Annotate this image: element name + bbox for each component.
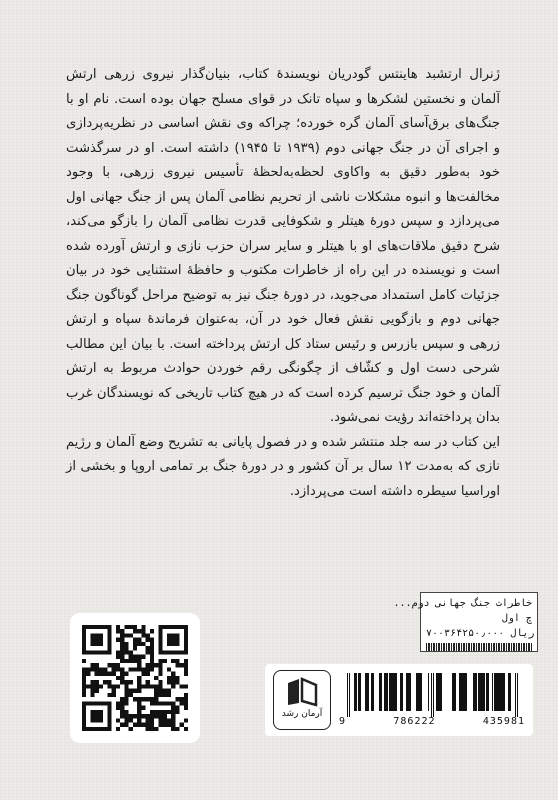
isbn-barcode-graphic (343, 673, 521, 717)
price-sticker-code: ۷۰۰۳۶۴ (426, 628, 463, 639)
qr-code-graphic (82, 625, 188, 731)
isbn-barcode (343, 673, 521, 717)
price-sticker (393, 592, 538, 652)
price-sticker-barcode (426, 643, 532, 651)
isbn-number (339, 716, 525, 727)
price-sticker-title: خاطرات جنگ جهانی دوم... (393, 598, 532, 609)
blurb-paragraph-2: این کتاب در سه جلد منتشر شده و در فصول پایانی به تشریح وضع آلمان و رژیم نازی که به‌مدت ۱۲ سال بر آن کشور و در دورهٔ جنگ بر تمامی اروپا و بخشی از اوراسیا سیطره داشته است می‌پردازد. (66, 434, 500, 499)
isbn-digits-prefix: 9 (339, 716, 347, 727)
cover-blurb (66, 63, 500, 504)
price-sticker-edition: چ اول (501, 613, 532, 624)
price-sticker-price: ۲۵۰٫۰۰۰ ریال (462, 628, 535, 639)
publisher-logo-icon (285, 677, 319, 707)
publisher-logo (273, 670, 331, 730)
isbn-panel (265, 664, 533, 736)
publisher-name: آرمان رشد (281, 709, 323, 719)
isbn-digits-group-1: 786222 (393, 716, 436, 727)
blurb-paragraph-1: ژنرال ارتشبد هاینتس گودریان نویسندهٔ کتاب، بنیان‌گذار نیروی زرهی ارتش آلمان و نخستین لشکرها و سپاه تانک در قوای مسلح جهان بوده است. نام او با جنگ‌های برق‌آسای آلمان گره خورده؛ چراکه وی نقش اساسی در نظریه‌پردازی و اجرای آن در جنگ جهانی دوم (۱۹۳۹ تا ۱۹۴۵) داشته است. او در سرگذشت خود به‌طور دقیق به واکاوی لحظه‌به‌لحظهٔ تأسیس نیروی زرهی، با وجود مخالفت‌ها و انبوه مشکلات ناشی از تحریم نظامی آلمان پس از جنگ جهانی اول می‌پردازد و سپس دورهٔ هیتلر و شکوفایی قدرت نظامی آلمان را بازگو می‌کند، شرح دقیق ملاقات‌های او با هیتلر و سایر سران حزب نازی و ارتش آورده شده است و نویسنده در این راه از خاطرات مکتوب و حافظهٔ استثنایی خود در بیان جزئیات کامل استمداد می‌جوید، در دورهٔ جنگ نیز به توضیح مراحل گوناگون جنگ جهانی دوم و بازگویی نقش فعال خود در آن، به‌عنوان فرماندهٔ سپاه و ارتش زرهی و سپس بازرس و رئیس ستاد کل ارتش پرداخته است. با بیان این مطالب شرحی دست اول و کشّاف از چگونگی رقم خوردن حوادث مربوط به ارتش آلمان و خود جنگ ترسیم کرده است که در هیچ کتاب تاریخی که نویسندگان غرب بدان پرداخته‌اند رؤیت نمی‌شود. (66, 67, 500, 425)
qr-code (70, 613, 200, 743)
isbn-digits-group-2: 435981 (482, 716, 525, 727)
